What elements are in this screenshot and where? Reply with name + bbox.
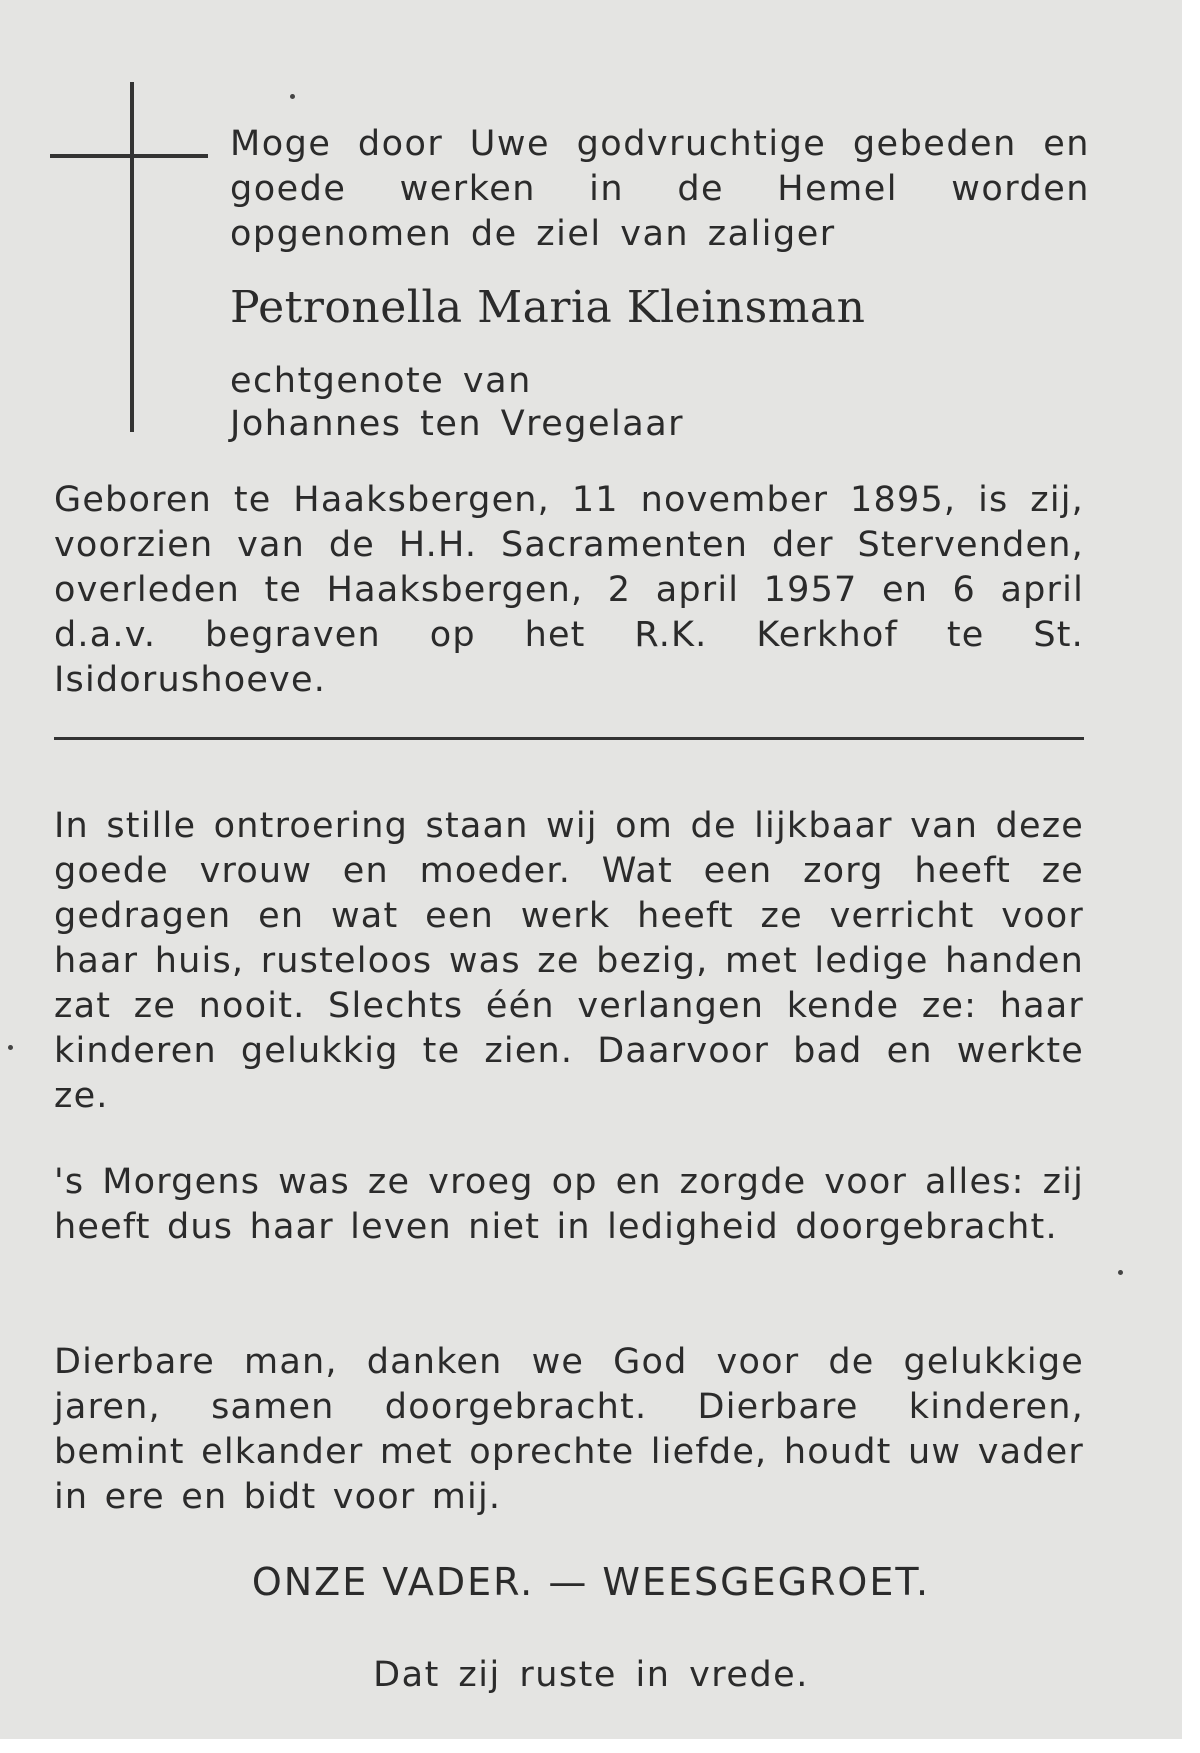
closing-line: Dat zij ruste in vrede. [373, 1655, 809, 1695]
intro-text: Moge door Uwe godvruchtige gebeden en goede werken in de Hemel worden opgenomen de ziel van zaliger [230, 124, 1090, 254]
paragraph-3: Dierbare man, danken we God voor de gelukkige jaren, samen doorgebracht. Dierbare kinderen, bemint elkander met oprechte liefde, houdt uw vader in ere en bidt voor mij. [54, 1342, 1084, 1517]
paragraph-1: In stille ontroering staan wij om de lijkbaar van deze goede vrouw en moeder. Wat een zorg heeft ze gedragen en wat een werk heeft ze verricht voor haar huis, rusteloos was ze bezig, met ledige handen zat ze nooit. Slechts één verlangen kende ze: haar kinderen gelukkig te zien. Daarvoor bad en werkte ze. [54, 806, 1084, 1116]
spouse-block [230, 360, 684, 446]
spouse-relation: echtgenote van [230, 361, 532, 401]
cross-icon [130, 82, 134, 432]
spouse-name: Johannes ten Vregelaar [230, 404, 685, 444]
prayer-line: ONZE VADER. — WEESGEGROET. [251, 1560, 931, 1604]
deceased-name: Petronella Maria Kleinsman [230, 282, 866, 333]
paragraph-2: 's Morgens was ze vroeg op en zorgde voor alles: zij heeft dus haar leven niet in ledigheid doorgebracht. [54, 1162, 1084, 1247]
biography: Geboren te Haaksbergen, 11 november 1895, is zij, voorzien van de H.H. Sacramenten der Stervenden, overleden te Haaksbergen, 2 april 1957 en 6 april d.a.v. begraven op het R.K. Kerkhof te St. Isidorushoeve. [54, 480, 1084, 700]
speck [1118, 1270, 1123, 1275]
cross-bar [50, 154, 208, 158]
divider [54, 737, 1084, 740]
speck [290, 94, 295, 99]
speck [8, 1045, 13, 1050]
